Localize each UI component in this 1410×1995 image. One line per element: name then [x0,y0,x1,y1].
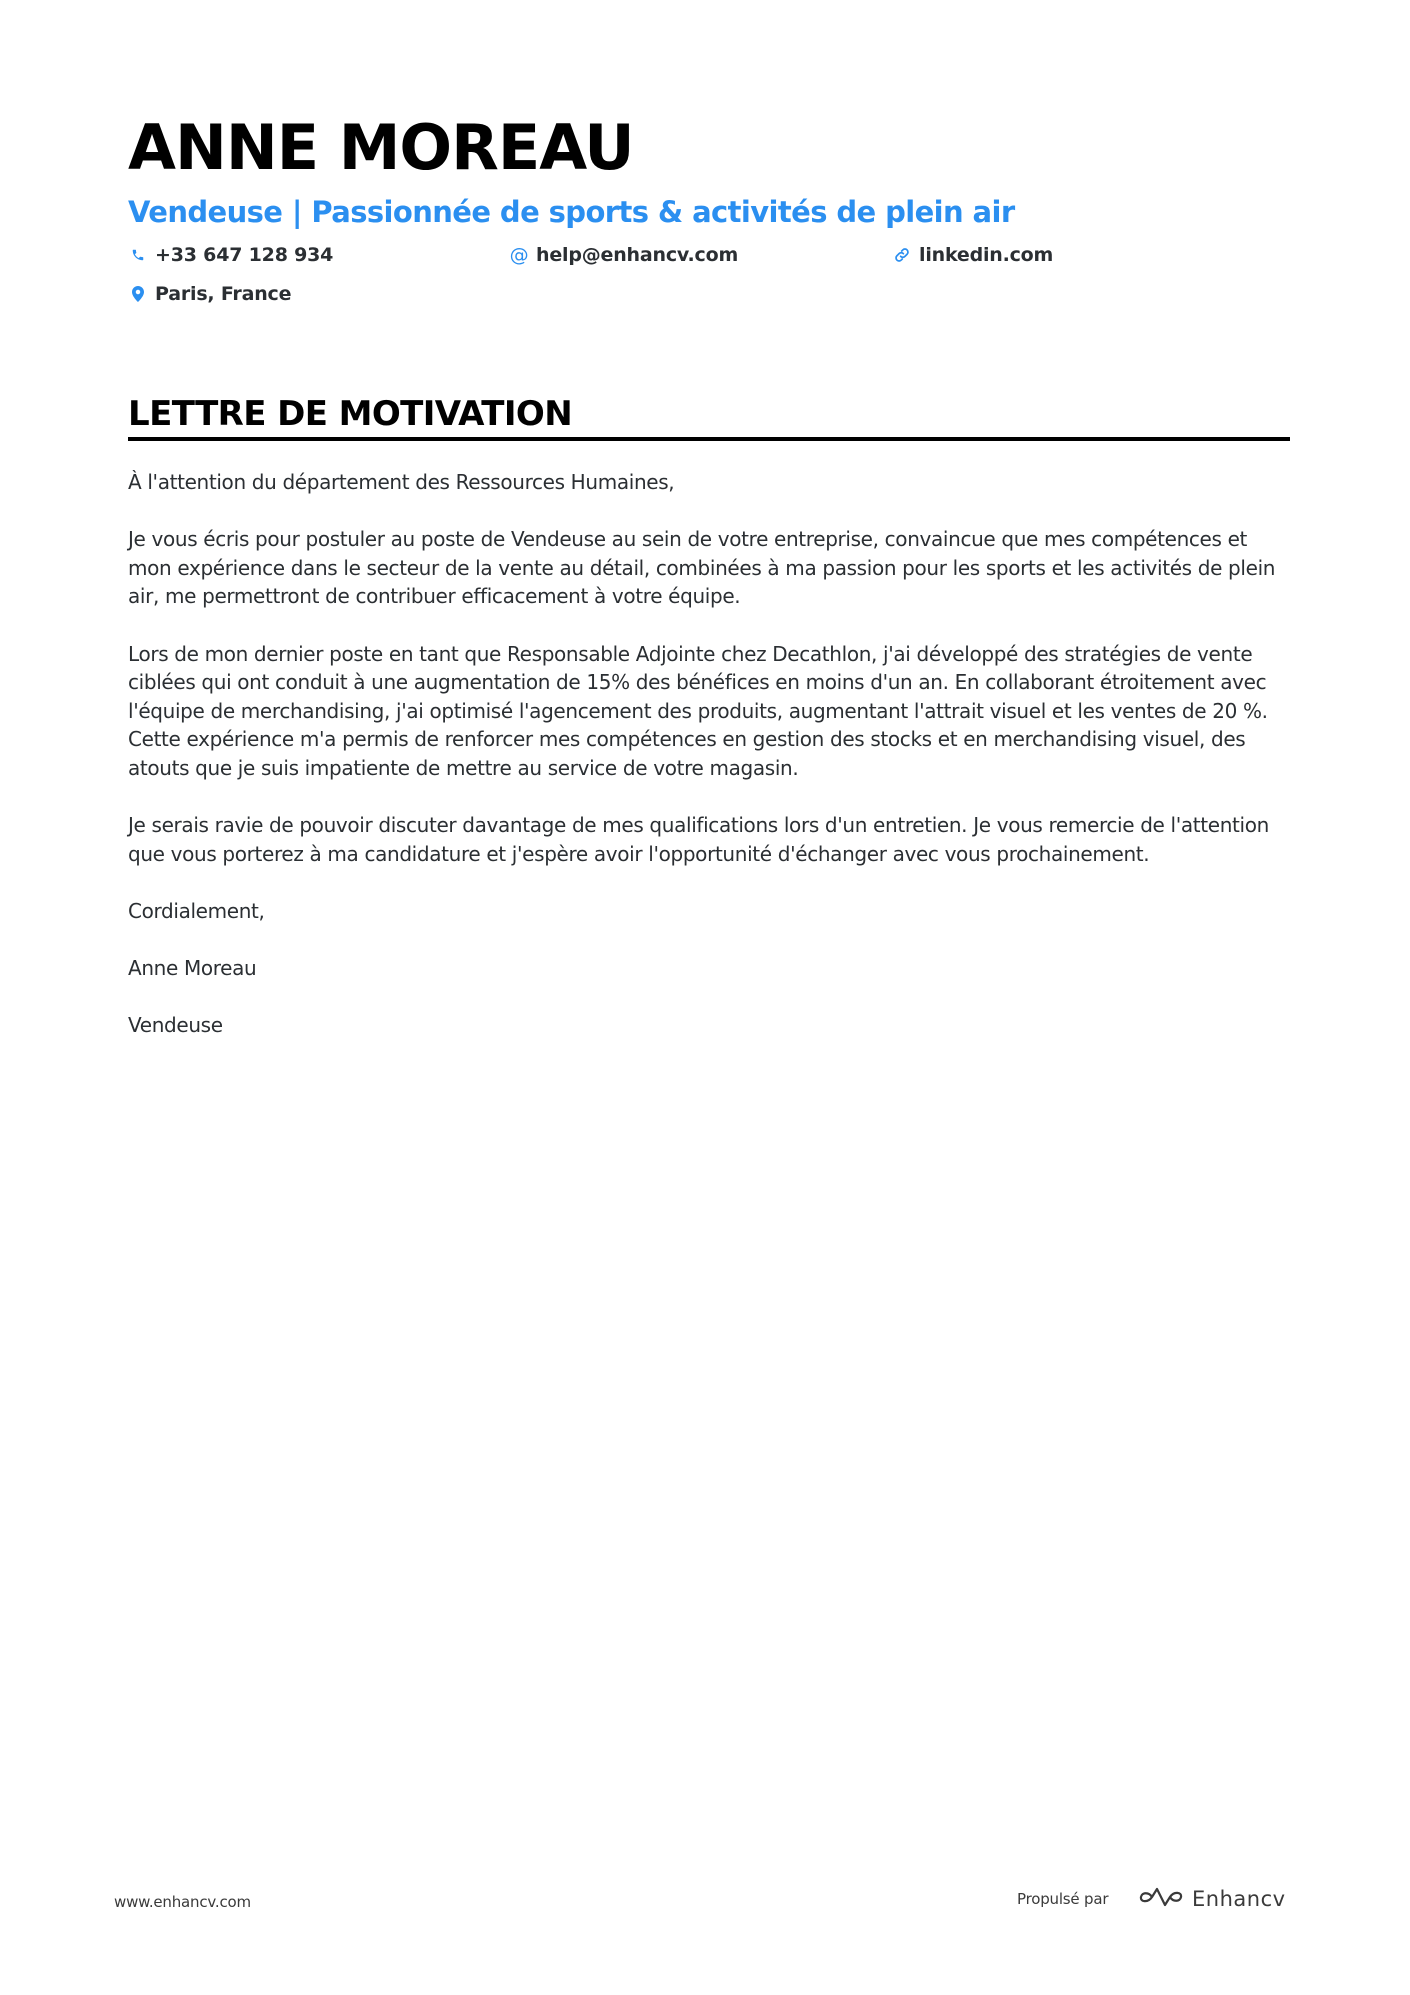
letter-paragraph: Lors de mon dernier poste en tant que Responsable Adjointe chez Decathlon, j'ai développé des stratégies de vente ciblées qui ont conduit à une augmentation de 15% des bénéfices en moins d'un an. En collaborant étroitement avec l'équipe de merchandising, j'ai optimisé l'agencement des produits, augmentant l'attrait visuel et les ventes de 20 %. Cette expérience m'a permis de renforcer mes compétences en gestion des stocks et en merchandising visuel, des atouts que je suis impatiente de mettre au service de votre magasin. [128,641,1268,780]
contact-location [130,281,291,307]
letter-paragraph: Je vous écris pour postuler au poste de Vendeuse au sein de votre entreprise, convaincue que mes compétences et mon expérience dans le secteur de la vente au détail, combinées à ma passion pour les sports et les activités de plein air, me permettront de contribuer efficacement à votre équipe. [128,527,1276,609]
signature-title: Vendeuse [128,1013,223,1038]
section-divider [128,437,1290,441]
section-title: LETTRE DE MOTIVATION [128,394,573,434]
phone-icon [130,246,146,264]
candidate-headline: Vendeuse | Passionnée de sports & activités de plein air [128,195,1015,229]
website-text[interactable]: linkedin.com [919,244,1054,266]
letter-paragraph: Je serais ravie de pouvoir discuter davantage de mes qualifications lors d'un entretien. Je vous remercie de l'attention que vous porterez à ma candidature et j'espère avoir l'opportunité d'échanger avec vous prochainement. [128,813,1269,866]
letter-body [128,468,1290,1068]
phone-text[interactable]: +33 647 128 934 [155,244,334,266]
location-text: Paris, France [155,283,292,305]
link-icon [894,246,910,264]
candidate-name: ANNE MOREAU [128,111,634,184]
contact-phone [130,242,333,268]
signature-name: Anne Moreau [128,956,257,981]
enhancv-brand-name: Enhancv [1192,1887,1286,1911]
letter-closing: Cordialement, [128,898,265,923]
footer-powered-by: Propulsé par [1017,1890,1109,1908]
contact-email [511,242,738,268]
email-text[interactable]: help@enhancv.com [536,244,739,266]
enhancv-logo[interactable] [1138,1884,1286,1914]
at-icon: @ [509,244,529,266]
contact-website [894,242,1053,268]
footer-website[interactable]: www.enhancv.com [114,1893,251,1911]
map-pin-icon [130,285,146,303]
letter-salutation: À l'attention du département des Ressources Humaines, [128,470,675,494]
enhancv-logo-icon [1138,1884,1184,1914]
